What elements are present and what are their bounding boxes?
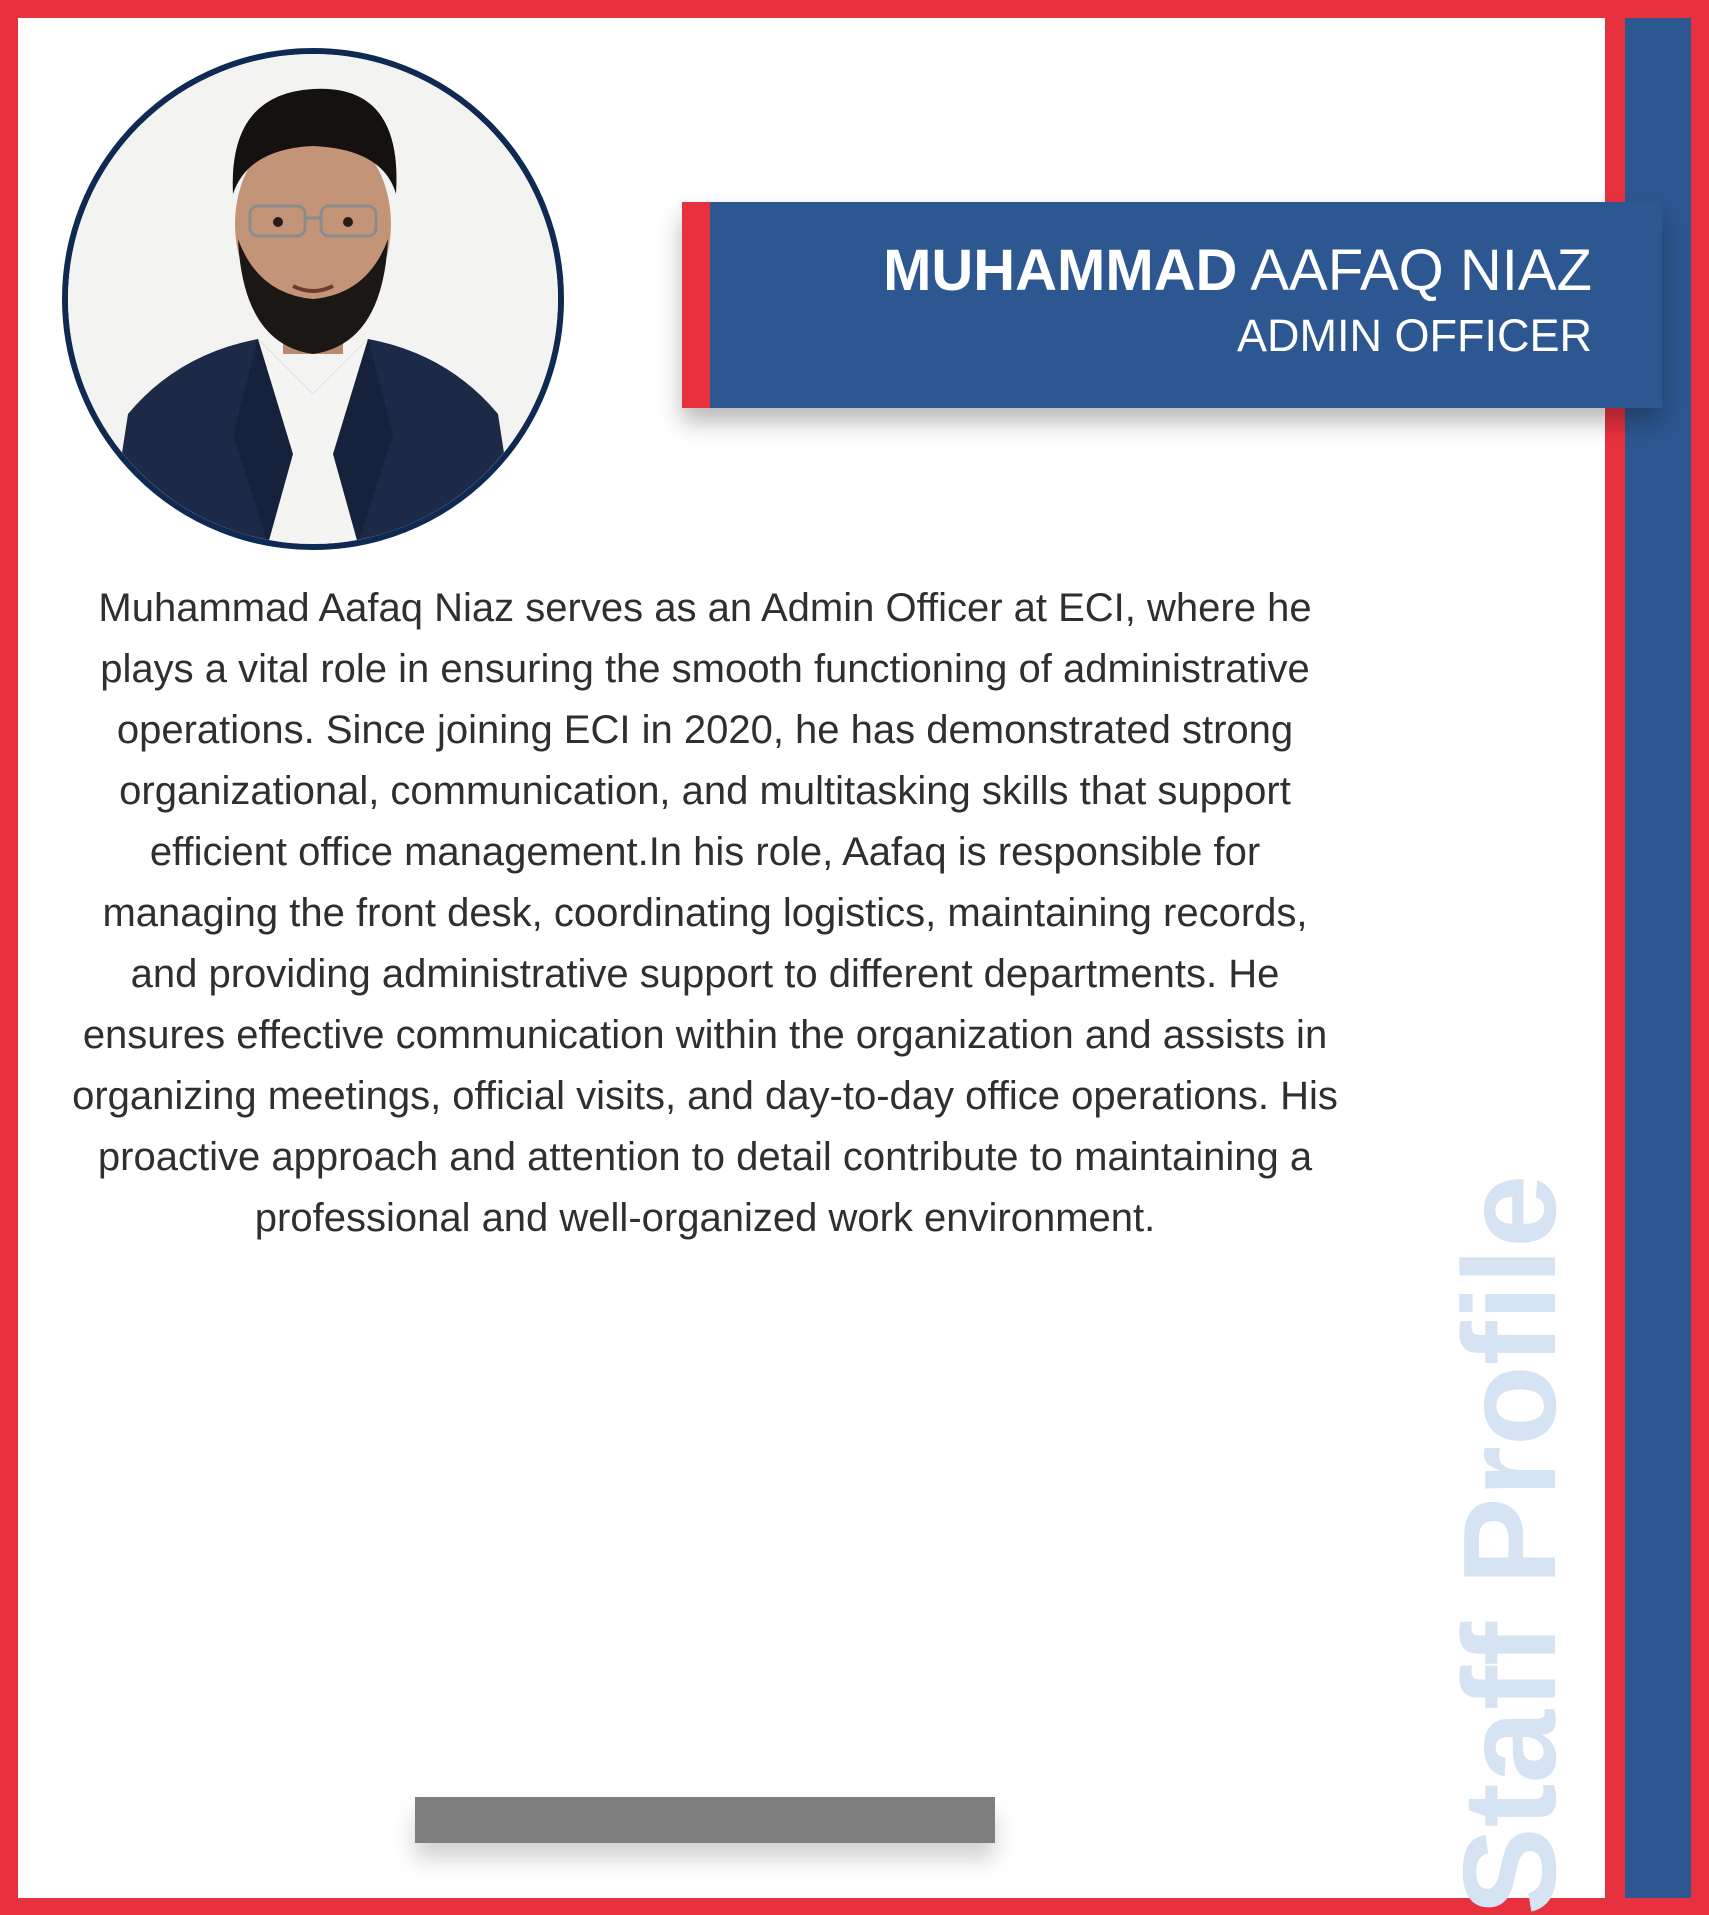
staff-last-name: AAFAQ NIAZ: [1250, 238, 1592, 303]
name-banner: [682, 202, 1662, 408]
portrait-photo: [62, 48, 564, 550]
staff-profile-label: Staff Profile: [1436, 1174, 1583, 1915]
portrait-illustration: [68, 54, 558, 544]
banner-red-accent: [682, 202, 710, 408]
staff-role: ADMIN OFFICER: [1237, 310, 1592, 361]
footer-bar: [415, 1797, 995, 1843]
staff-bio: Muhammad Aafaq Niaz serves as an Admin Officer at ECI, where he plays a vital role in ensuring the smooth functioning of administrative operations. Since joining ECI in 2020, he has demonstrated strong organizational, communication, and multitasking skills that support efficient office management.In his role, Aafaq is responsible for managing the front desk, coordinating logistics, maintaining records, and providing administrative support to different departments. He ensures effective communication within the organization and assists in organizing meetings, official visits, and day-to-day office operations. His proactive approach and attention to detail contribute to maintaining a professional and well-organized work environment.: [72, 586, 1338, 1240]
staff-name: [883, 238, 1592, 304]
staff-first-name: MUHAMMAD: [883, 238, 1238, 303]
